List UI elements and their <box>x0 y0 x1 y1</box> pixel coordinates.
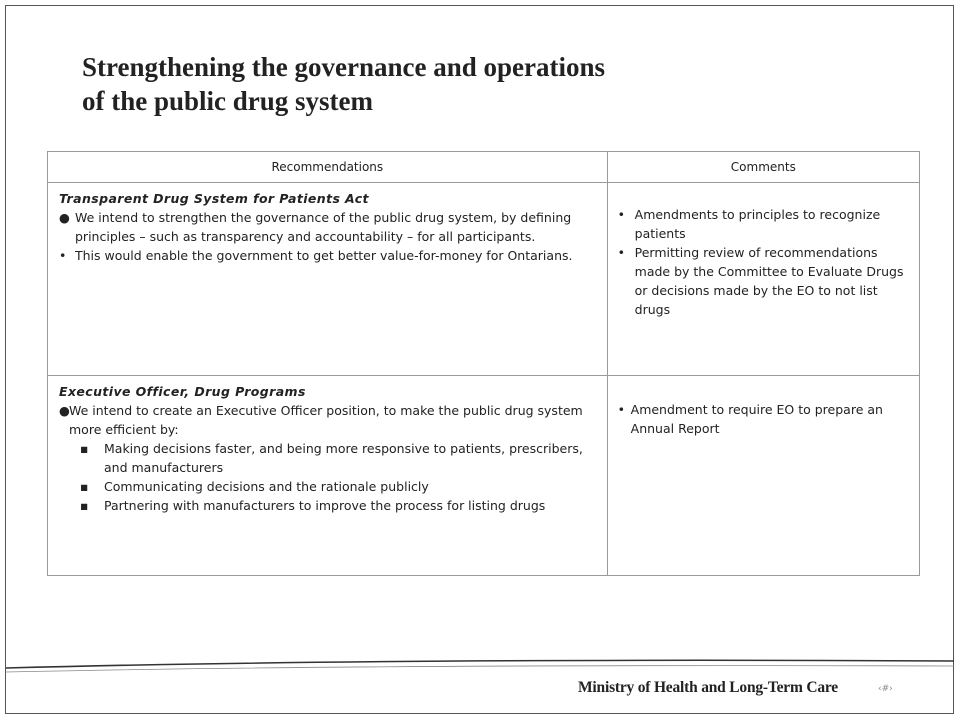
recommendation-cell <box>48 183 608 376</box>
bullet-icon: • <box>617 207 626 222</box>
list-item-text: Partnering with manufacturers to improve the process for listing drugs <box>104 498 546 513</box>
comment-cell <box>607 376 919 576</box>
recommendation-list <box>59 401 595 439</box>
list-item-text: Amendments to principles to recognize patients <box>634 207 881 241</box>
list-item-text: Amendment to require EO to prepare an Annual Report <box>630 402 883 436</box>
bullet-icon: ● <box>59 403 70 418</box>
list-item-text: We intend to create an Executive Officer position, to make the public drug system more efficient by: <box>69 403 583 437</box>
ministry-footer: Ministry of Health and Long-Term Care <box>578 679 838 696</box>
bullet-icon: ● <box>59 210 70 225</box>
bullet-icon: • <box>617 402 626 417</box>
list-item <box>80 439 595 477</box>
comment-cell <box>607 183 919 376</box>
square-bullet-icon: ▪ <box>80 479 89 494</box>
recommendation-cell <box>48 376 608 576</box>
list-item-text: Permitting review of recommendations made by the Committee to Evaluate Drugs or decisions made by the EO to not list drugs <box>634 245 904 317</box>
list-item <box>59 246 595 265</box>
table-row <box>48 183 920 376</box>
list-item <box>80 496 595 515</box>
list-item-text: Communicating decisions and the rationale publicly <box>104 479 429 494</box>
bullet-icon: • <box>617 245 626 260</box>
page-title <box>82 50 842 118</box>
page-number: ‹#› <box>878 684 893 694</box>
section-title: Executive Officer, Drug Programs <box>59 384 306 399</box>
section-title: Transparent Drug System for Patients Act <box>59 191 369 206</box>
square-bullet-icon: ▪ <box>80 498 89 513</box>
list-item-text: This would enable the government to get better value-for-money for Ontarians. <box>75 248 573 263</box>
square-bullet-icon: ▪ <box>80 441 89 456</box>
header-recommendations: Recommendations <box>48 152 608 183</box>
header-comments: Comments <box>607 152 919 183</box>
list-item <box>59 208 595 246</box>
comment-list <box>618 205 907 319</box>
recommendations-table <box>47 151 920 576</box>
list-item <box>618 243 907 319</box>
table-header-row <box>48 152 920 183</box>
list-item-text: Making decisions faster, and being more responsive to patients, prescribers, and manufacturers <box>104 441 583 475</box>
list-item <box>618 205 907 243</box>
sub-point-list <box>80 439 595 515</box>
recommendation-list <box>59 208 595 265</box>
table-row <box>48 376 920 576</box>
page-title-line-1: Strengthening the governance and operations <box>82 52 606 82</box>
list-item <box>59 401 595 439</box>
page-title-line-2: of the public drug system <box>82 86 374 116</box>
list-item <box>80 477 595 496</box>
list-item <box>618 400 907 438</box>
bullet-icon: • <box>59 248 67 263</box>
comment-list <box>618 400 907 438</box>
list-item-text: We intend to strengthen the governance of the public drug system, by defining principles – such as transparency and accountability – for all participants. <box>75 210 572 244</box>
